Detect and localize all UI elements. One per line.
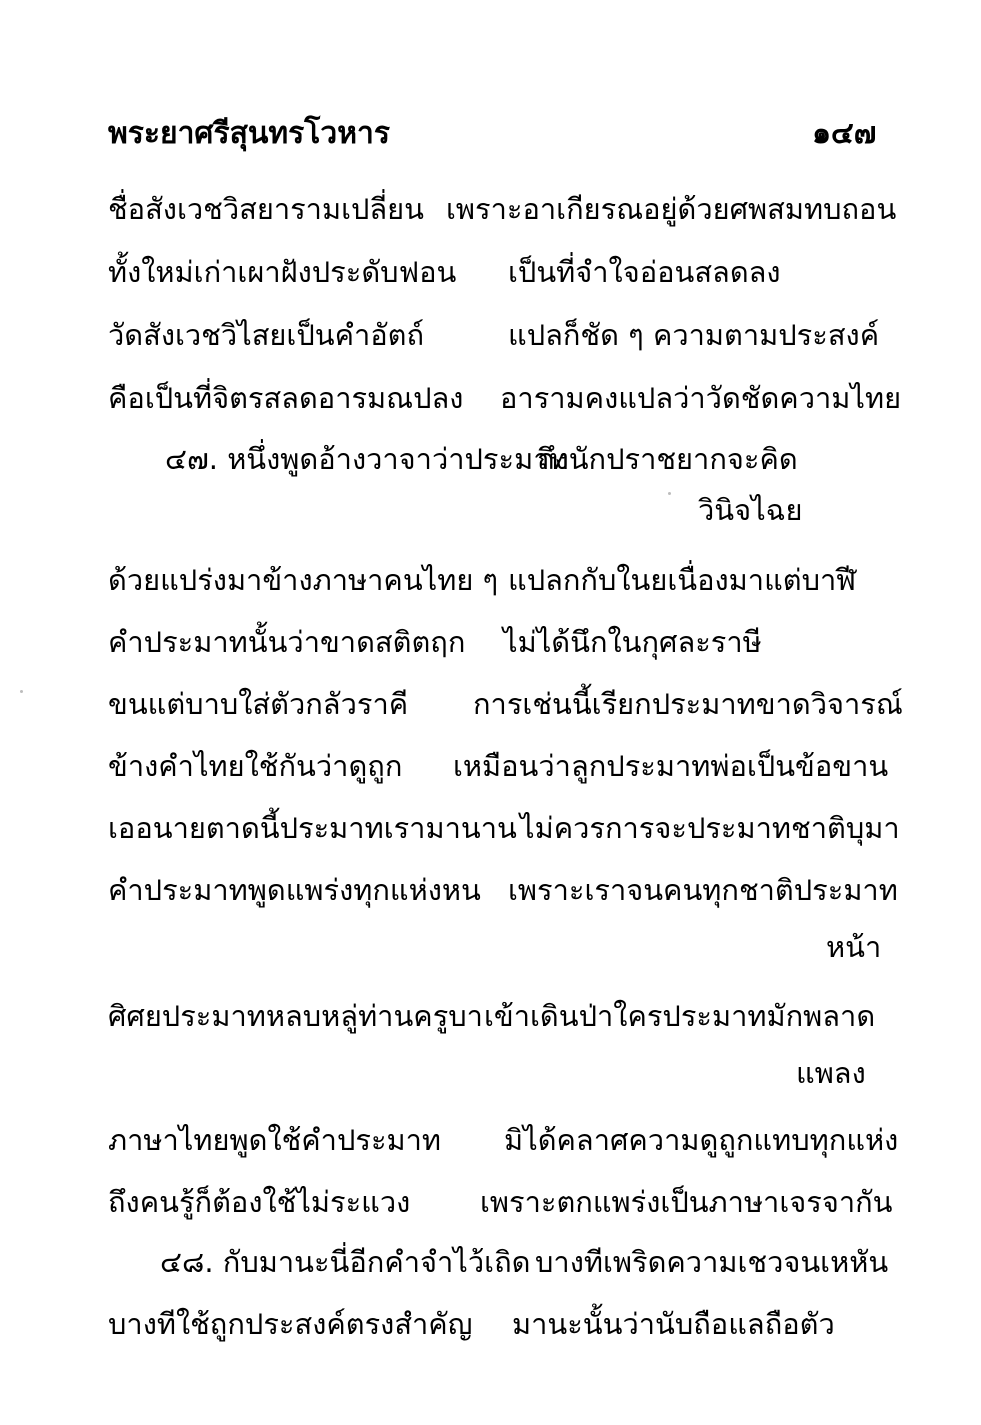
- verse-second-hemistich: หน้า: [826, 930, 882, 964]
- verse-second-hemistich: การเช่นนี้เรียกประมาทขาดวิจารณ์: [473, 687, 903, 721]
- verse-line: [108, 806, 900, 850]
- running-header-title: พระยาศรีสุนทรโวหาร: [108, 116, 390, 151]
- verse-continuation-line: [108, 1051, 888, 1095]
- verse-second-hemistich: เพราะอาเกียรณอยู่ด้วยศพสมทบถอน: [446, 192, 897, 226]
- verse-line: [108, 1180, 893, 1224]
- verse-first-hemistich: ๔๗. หนึ่งพูดอ้างวาจาว่าประมาท: [165, 442, 569, 476]
- verse-first-hemistich: วัดสังเวชวิไสยเป็นคำอัตถ์: [108, 318, 425, 352]
- verse-second-hemistich: เข้าเดินป่าใครประมาทมักพลาด: [484, 999, 876, 1033]
- verse-line: [108, 376, 902, 420]
- verse-first-hemistich: ศิศยประมาทหลบหลู่ท่านครูบา: [108, 999, 483, 1033]
- verse-second-hemistich: มิได้คลาศความดูถูกแทบทุกแห่ง: [504, 1123, 899, 1157]
- verse-second-hemistich: วินิจไฉย: [698, 493, 803, 527]
- verse-first-hemistich: ด้วยแปร่งมาข้างภาษาคนไทย ๆ: [108, 563, 499, 597]
- verse-continuation-line: [108, 925, 888, 969]
- verse-second-hemistich: แพลง: [796, 1056, 866, 1090]
- verse-first-hemistich: คำประมาทนั้นว่าขาดสติตฤก: [108, 625, 466, 659]
- verse-first-hemistich: เออนายตาดนี้ประมาทเรามานาน: [108, 811, 517, 845]
- verse-first-hemistich: คือเป็นที่จิตรสลดอารมณปลง: [108, 381, 464, 415]
- verse-first-hemistich: คำประมาทพูดแพร่งทุกแห่งหน: [108, 873, 481, 907]
- verse-first-hemistich: ภาษาไทยพูดใช้คำประมาท: [108, 1123, 442, 1157]
- verse-second-hemistich: แปลก็ชัด ๆ ความตามประสงค์: [508, 318, 880, 352]
- verse-second-hemistich: เพราะตกแพร่งเป็นภาษาเจรจากัน: [480, 1185, 893, 1219]
- scan-speck: [20, 690, 23, 693]
- verse-line: [108, 313, 888, 357]
- numbered-verse-line: [165, 437, 865, 481]
- verse-first-hemistich: ข้างคำไทยใช้กันว่าดูถูก: [108, 749, 403, 783]
- verse-continuation-line: [108, 488, 888, 532]
- verse-line: [108, 250, 888, 294]
- verse-second-hemistich: อารามคงแปลว่าวัดชัดความไทย: [500, 381, 902, 415]
- verse-first-hemistich: บางทีใช้ถูกประสงค์ตรงสำคัญ: [108, 1307, 473, 1341]
- verse-second-hemistich: เป็นที่จำใจอ่อนสลดลง: [508, 255, 781, 289]
- verse-line: [108, 744, 888, 788]
- verse-second-hemistich: ถึงนักปราชยากจะคิด: [537, 442, 798, 476]
- verse-line: [108, 994, 888, 1038]
- verse-first-hemistich: ถึงคนรู้ก็ต้องใช้ไม่ระแวง: [108, 1185, 411, 1219]
- verse-second-hemistich: ไม่ได้นึกในกุศละราษี: [503, 625, 762, 659]
- numbered-verse-line: [160, 1240, 889, 1284]
- page-number: ๑๔๗: [812, 116, 877, 151]
- verse-line: [108, 558, 888, 602]
- verse-line: [108, 682, 903, 726]
- verse-second-hemistich: ไม่ควรการจะประมาทชาติบุมา: [520, 811, 900, 845]
- verse-first-hemistich: ชื่อสังเวชวิสยารามเปลี่ยน: [108, 192, 424, 226]
- verse-second-hemistich: เหมือนว่าลูกประมาทพ่อเป็นข้อขาน: [453, 749, 889, 783]
- verse-line: [108, 1302, 888, 1346]
- verse-second-hemistich: เพราะเราจนคนทุกชาติประมาท: [508, 873, 898, 907]
- verse-first-hemistich: ขนแต่บาบใส่ตัวกลัวราคี: [108, 687, 409, 721]
- scan-speck: [668, 492, 671, 495]
- verse-second-hemistich: บางทีเพริดความเชวจนเหหัน: [535, 1245, 889, 1279]
- verse-second-hemistich: แปลกกับในยเนื่องมาแต่บาฬี: [508, 563, 857, 597]
- verse-first-hemistich: ๔๘. กับมานะนี่อีกคำจำไว้เถิด: [160, 1245, 531, 1279]
- verse-first-hemistich: ทั้งใหม่เก่าเผาฝังประดับฟอน: [108, 255, 457, 289]
- verse-second-hemistich: มานะนั้นว่านับถือแลถือตัว: [512, 1307, 835, 1341]
- verse-line: [108, 187, 897, 231]
- verse-line: [108, 1118, 899, 1162]
- verse-line: [108, 868, 898, 912]
- verse-line: [108, 620, 888, 664]
